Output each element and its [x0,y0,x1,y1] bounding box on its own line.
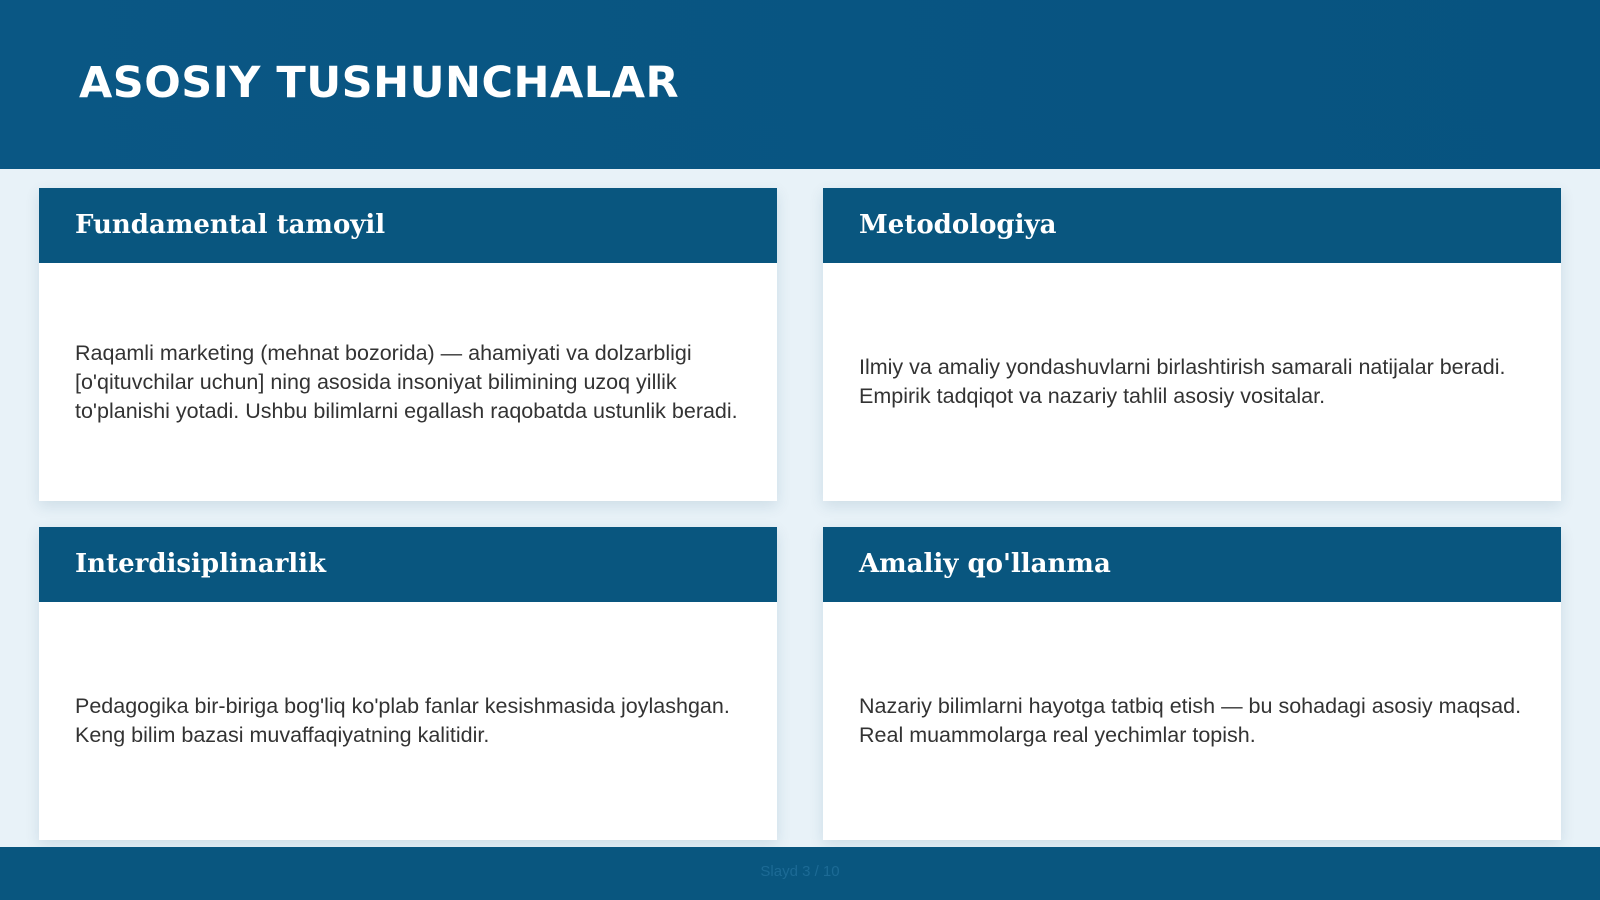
page-title: ASOSIY TUSHUNCHALAR [79,58,680,108]
card-text: Raqamli marketing (mehnat bozorida) — ahamiyati va dolzarbligi [o'qituvchilar uchun] ning asosida insoniyat bilimining uzoq yillik to'planishi yotadi. Ushbu bilimlarni egallash raqobatda ustunlik beradi. [75,340,738,423]
card-title: Amaliy qo'llanma [859,549,1111,579]
card-header [823,188,1561,263]
card-header [39,188,777,263]
card-text: Ilmiy va amaliy yondashuvlarni birlashtirish samarali natijalar beradi. Empirik tadqiqot va nazariy tahlil asosiy vositalar. [859,355,1506,408]
title-bar [0,0,1600,169]
card-body [859,602,1525,840]
card-title: Metodologiya [859,210,1057,240]
card-metodologiya [823,188,1561,501]
card-title: Fundamental tamoyil [75,210,386,240]
card-body [75,263,741,501]
card-body [75,602,741,840]
card-title: Interdisiplinarlik [75,549,327,579]
card-header [39,527,777,602]
card-body [859,263,1525,501]
card-interdisiplinarlik [39,527,777,840]
card-text: Nazariy bilimlarni hayotga tatbiq etish — bu sohadagi asosiy maqsad. Real muammolarga real yechimlar topish. [859,694,1522,747]
card-fundamental-tamoyil [39,188,777,501]
footer-bar [0,847,1600,900]
card-header [823,527,1561,602]
card-text: Pedagogika bir-biriga bog'liq ko'plab fanlar kesishmasida joylashgan. Keng bilim bazasi muvaffaqiyatning kalitidir. [75,694,730,747]
slide-number: Slayd 3 / 10 [760,863,840,880]
card-amaliy-qollanma [823,527,1561,840]
